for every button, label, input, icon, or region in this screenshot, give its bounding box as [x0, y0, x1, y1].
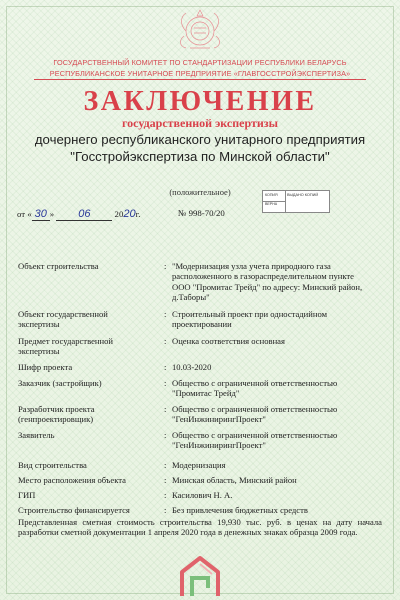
field-colon: :: [164, 309, 167, 319]
field-value: Модернизация: [172, 460, 226, 470]
field-label: Предмет государственной экспертизы: [18, 336, 113, 357]
date-day: 30: [34, 208, 47, 220]
field-label: Строительство финансируется: [18, 505, 130, 515]
header-divider: [34, 79, 366, 80]
field-label: Объект строительства: [18, 261, 99, 271]
field-label: Место расположения объекта: [18, 475, 126, 485]
document-title: ЗАКЛЮЧЕНИЕ: [83, 86, 317, 117]
field-label: Заказчик (застройщик): [18, 378, 102, 388]
date-year: 20: [123, 208, 136, 220]
organization-logo-icon: [172, 548, 228, 598]
state-emblem-icon: [170, 6, 230, 52]
field-colon: :: [164, 378, 167, 388]
field-colon: :: [164, 336, 167, 346]
field-value: Касилович Н. А.: [172, 490, 233, 500]
header-enterprise: РЕСПУБЛИКАНСКОЕ УНИТАРНОЕ ПРЕДПРИЯТИЕ «ГЛАВГОССТРОЙЭКСПЕРТИЗА»: [49, 69, 351, 78]
field-value: Общество с ограниченной ответственностью "ГенИнжинирингПроект": [172, 404, 338, 425]
field-colon: :: [164, 460, 167, 470]
field-colon: :: [164, 430, 167, 440]
stamp-text-copy: КОПИЯ: [265, 193, 278, 197]
field-label: Вид строительства: [18, 460, 87, 470]
field-colon: :: [164, 475, 167, 485]
field-value: Без привлечения бюджетных средств: [172, 505, 308, 515]
field-label: Заявитель: [18, 430, 55, 440]
field-label: Шифр проекта: [18, 362, 73, 372]
issue-date: от « 30 » 06 2020г.: [17, 208, 141, 220]
field-value: Общество с ограниченной ответственностью "ГенИнжинирингПроект": [172, 430, 338, 451]
cost-paragraph: Представленная сметная стоимость строительства 19,930 тыс. руб. в ценах на дату начала разработки сметной документации 1 апреля 2020 года в денежных знаках образца 2009 года.: [18, 517, 382, 538]
field-value: Оценка соответствия основная: [172, 336, 285, 346]
field-label: Разработчик проекта (генпроектировщик): [18, 404, 95, 425]
document-number: № 998-70/20: [178, 208, 225, 218]
document-subtitle: государственной экспертизы: [122, 116, 278, 130]
field-colon: :: [164, 362, 167, 372]
conclusion-type: (положительное): [169, 187, 231, 197]
date-month: 06: [78, 208, 91, 220]
field-label: Объект государственной экспертизы: [18, 309, 108, 330]
organization-line-2: "Госстройэкспертиза по Минской области": [70, 149, 330, 164]
field-value: Строительный проект при одностадийном проектировании: [172, 309, 328, 330]
stamp-text-true: ВЕРНА: [265, 202, 278, 206]
field-colon: :: [164, 404, 167, 414]
stamp-text-issued: ВЫДАНО КОПИЙ: [287, 193, 319, 197]
field-value: "Модернизация узла учета природного газа расположенного в газораспределительном пункте ООО "Промитас Трейд" по адресу: Минский район, д.Таборы": [172, 261, 363, 303]
field-colon: :: [164, 505, 167, 515]
copy-stamp: [262, 190, 330, 213]
field-value: 10.03-2020: [172, 362, 212, 372]
field-label: ГИП: [18, 490, 36, 500]
header-committee: ГОСУДАРСТВЕННЫЙ КОМИТЕТ ПО СТАНДАРТИЗАЦИИ РЕСПУБЛИКИ БЕЛАРУСЬ: [53, 58, 347, 67]
field-value: Общество с ограниченной ответственностью "Промитас Трейд": [172, 378, 338, 399]
organization-line-1: дочернего республиканского унитарного предприятия: [34, 132, 366, 147]
field-value: Минская область, Минский район: [172, 475, 297, 485]
field-colon: :: [164, 261, 167, 271]
field-colon: :: [164, 490, 167, 500]
